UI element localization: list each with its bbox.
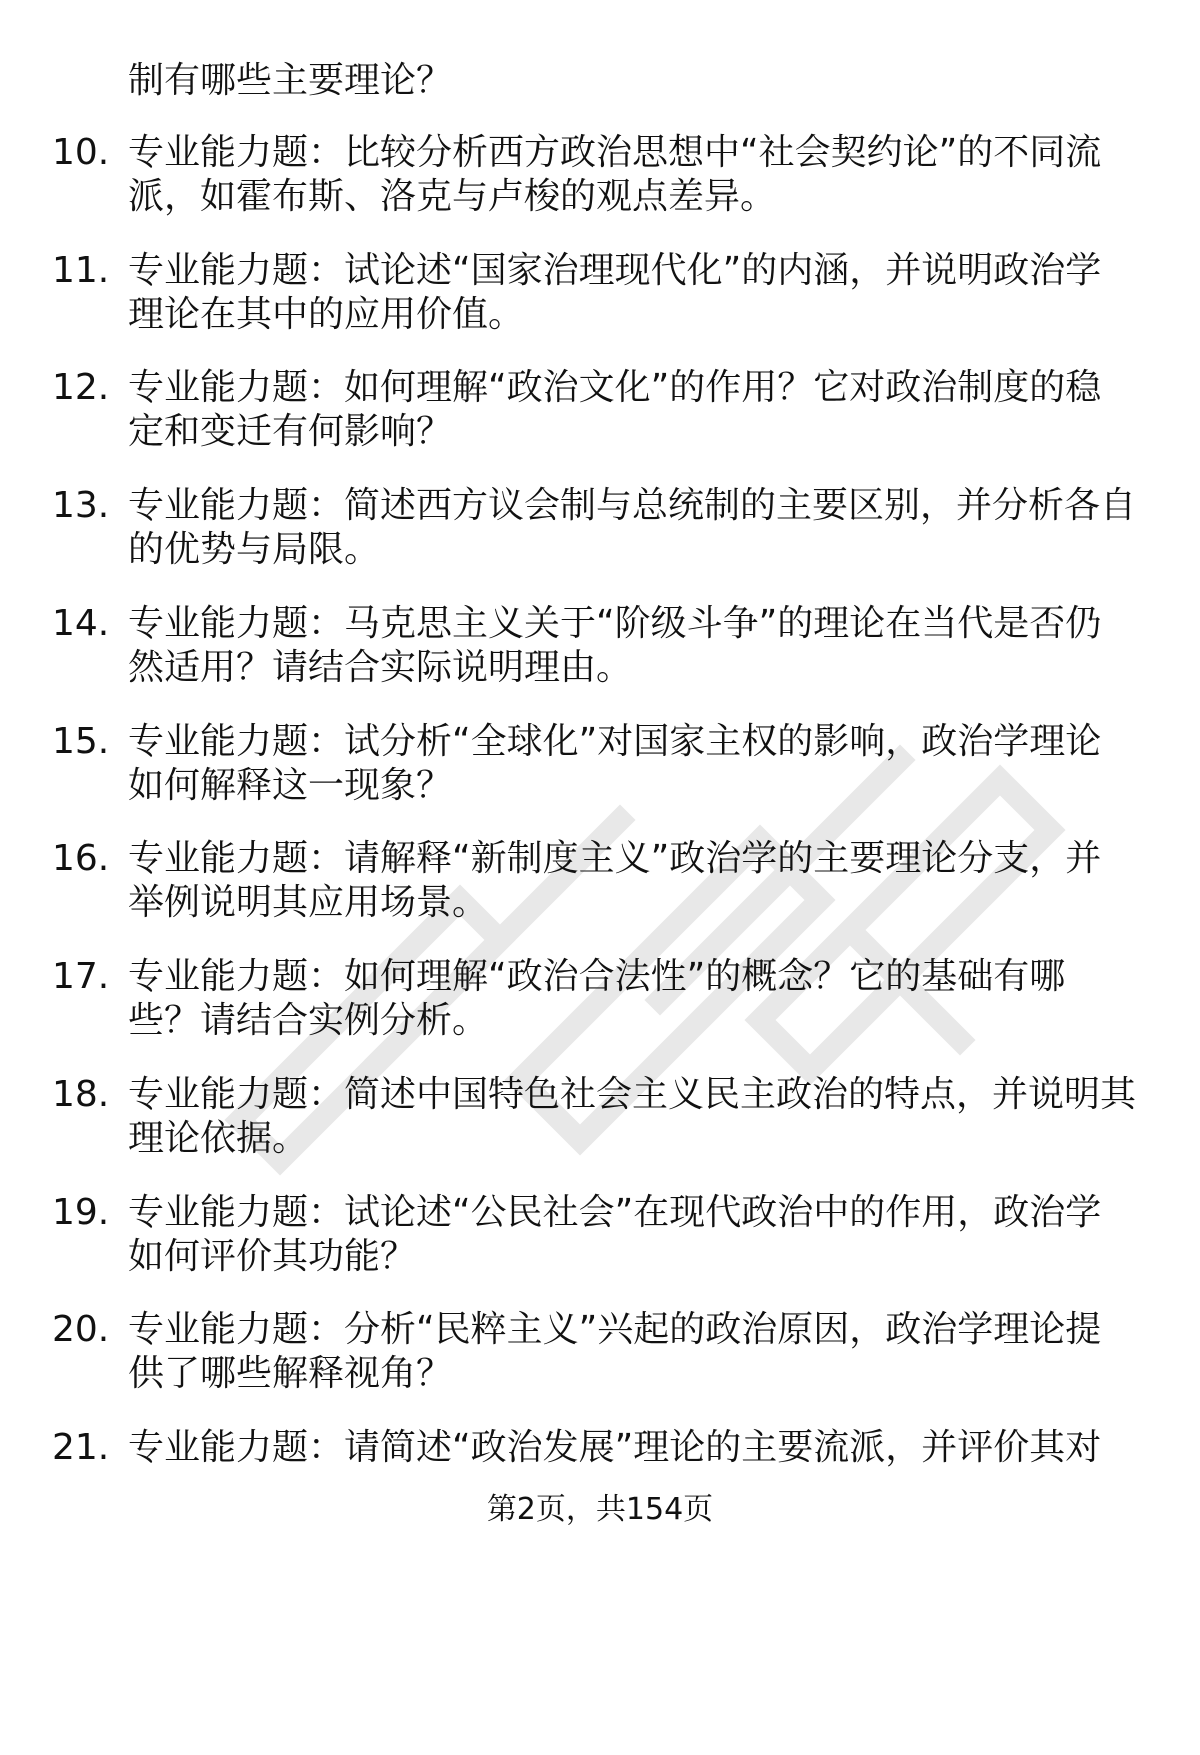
item-line-2: 如何评价其功能？ (128, 1236, 417, 1277)
item-number: 21. (52, 1427, 110, 1468)
item-number: 20. (52, 1309, 110, 1350)
item-number: 16. (52, 838, 110, 879)
item-number: 15. (52, 721, 110, 762)
item-line-1: 专业能力题：试论述“公民社会”在现代政治中的作用，政治学 (128, 1192, 1102, 1233)
item-line-2: 举例说明其应用场景。 (128, 882, 489, 923)
item-line-1: 专业能力题：试论述“国家治理现代化”的内涵，并说明政治学 (128, 250, 1102, 291)
page-footer: 第2页，共154页 (486, 1492, 714, 1527)
item-number: 12. (52, 367, 110, 408)
continuation-line: 制有哪些主要理论？ (128, 60, 453, 101)
item-line-2: 定和变迁有何影响？ (128, 411, 453, 452)
item-line-2: 的优势与局限。 (128, 529, 381, 570)
item-line-2: 些？请结合实例分析。 (128, 1000, 489, 1041)
item-line-1: 专业能力题：试分析“全球化”对国家主权的影响，政治学理论 (128, 721, 1102, 762)
item-number: 17. (52, 956, 110, 997)
item-number: 18. (52, 1074, 110, 1115)
item-line-2: 如何解释这一现象？ (128, 765, 453, 806)
item-number: 19. (52, 1192, 110, 1233)
item-line-1: 专业能力题：请解释“新制度主义”政治学的主要理论分支，并 (128, 838, 1102, 879)
item-number: 13. (52, 485, 110, 526)
item-line-1: 专业能力题：比较分析西方政治思想中“社会契约论”的不同流 (128, 132, 1102, 173)
item-line-2: 派，如霍布斯、洛克与卢梭的观点差异。 (128, 176, 777, 217)
item-line-1: 专业能力题：马克思主义关于“阶级斗争”的理论在当代是否仍 (128, 603, 1102, 644)
item-line-2: 理论在其中的应用价值。 (128, 294, 525, 335)
item-number: 14. (52, 603, 110, 644)
item-line-1: 专业能力题：请简述“政治发展”理论的主要流派，并评价其对 (128, 1427, 1102, 1468)
item-line-1: 专业能力题：如何理解“政治合法性”的概念？它的基础有哪 (128, 956, 1066, 997)
item-line-2: 供了哪些解释视角？ (128, 1353, 453, 1394)
item-line-1: 专业能力题：如何理解“政治文化”的作用？它对政治制度的稳 (128, 367, 1102, 408)
item-line-2: 然适用？请结合实际说明理由。 (128, 647, 633, 688)
item-line-1: 专业能力题：分析“民粹主义”兴起的政治原因，政治学理论提 (128, 1309, 1102, 1350)
item-line-2: 理论依据。 (128, 1118, 309, 1159)
item-number: 11. (52, 250, 110, 291)
item-line-1: 专业能力题：简述中国特色社会主义民主政治的特点，并说明其 (128, 1074, 1137, 1115)
item-line-1: 专业能力题：简述西方议会制与总统制的主要区别，并分析各自 (128, 485, 1137, 526)
item-number: 10. (52, 132, 110, 173)
